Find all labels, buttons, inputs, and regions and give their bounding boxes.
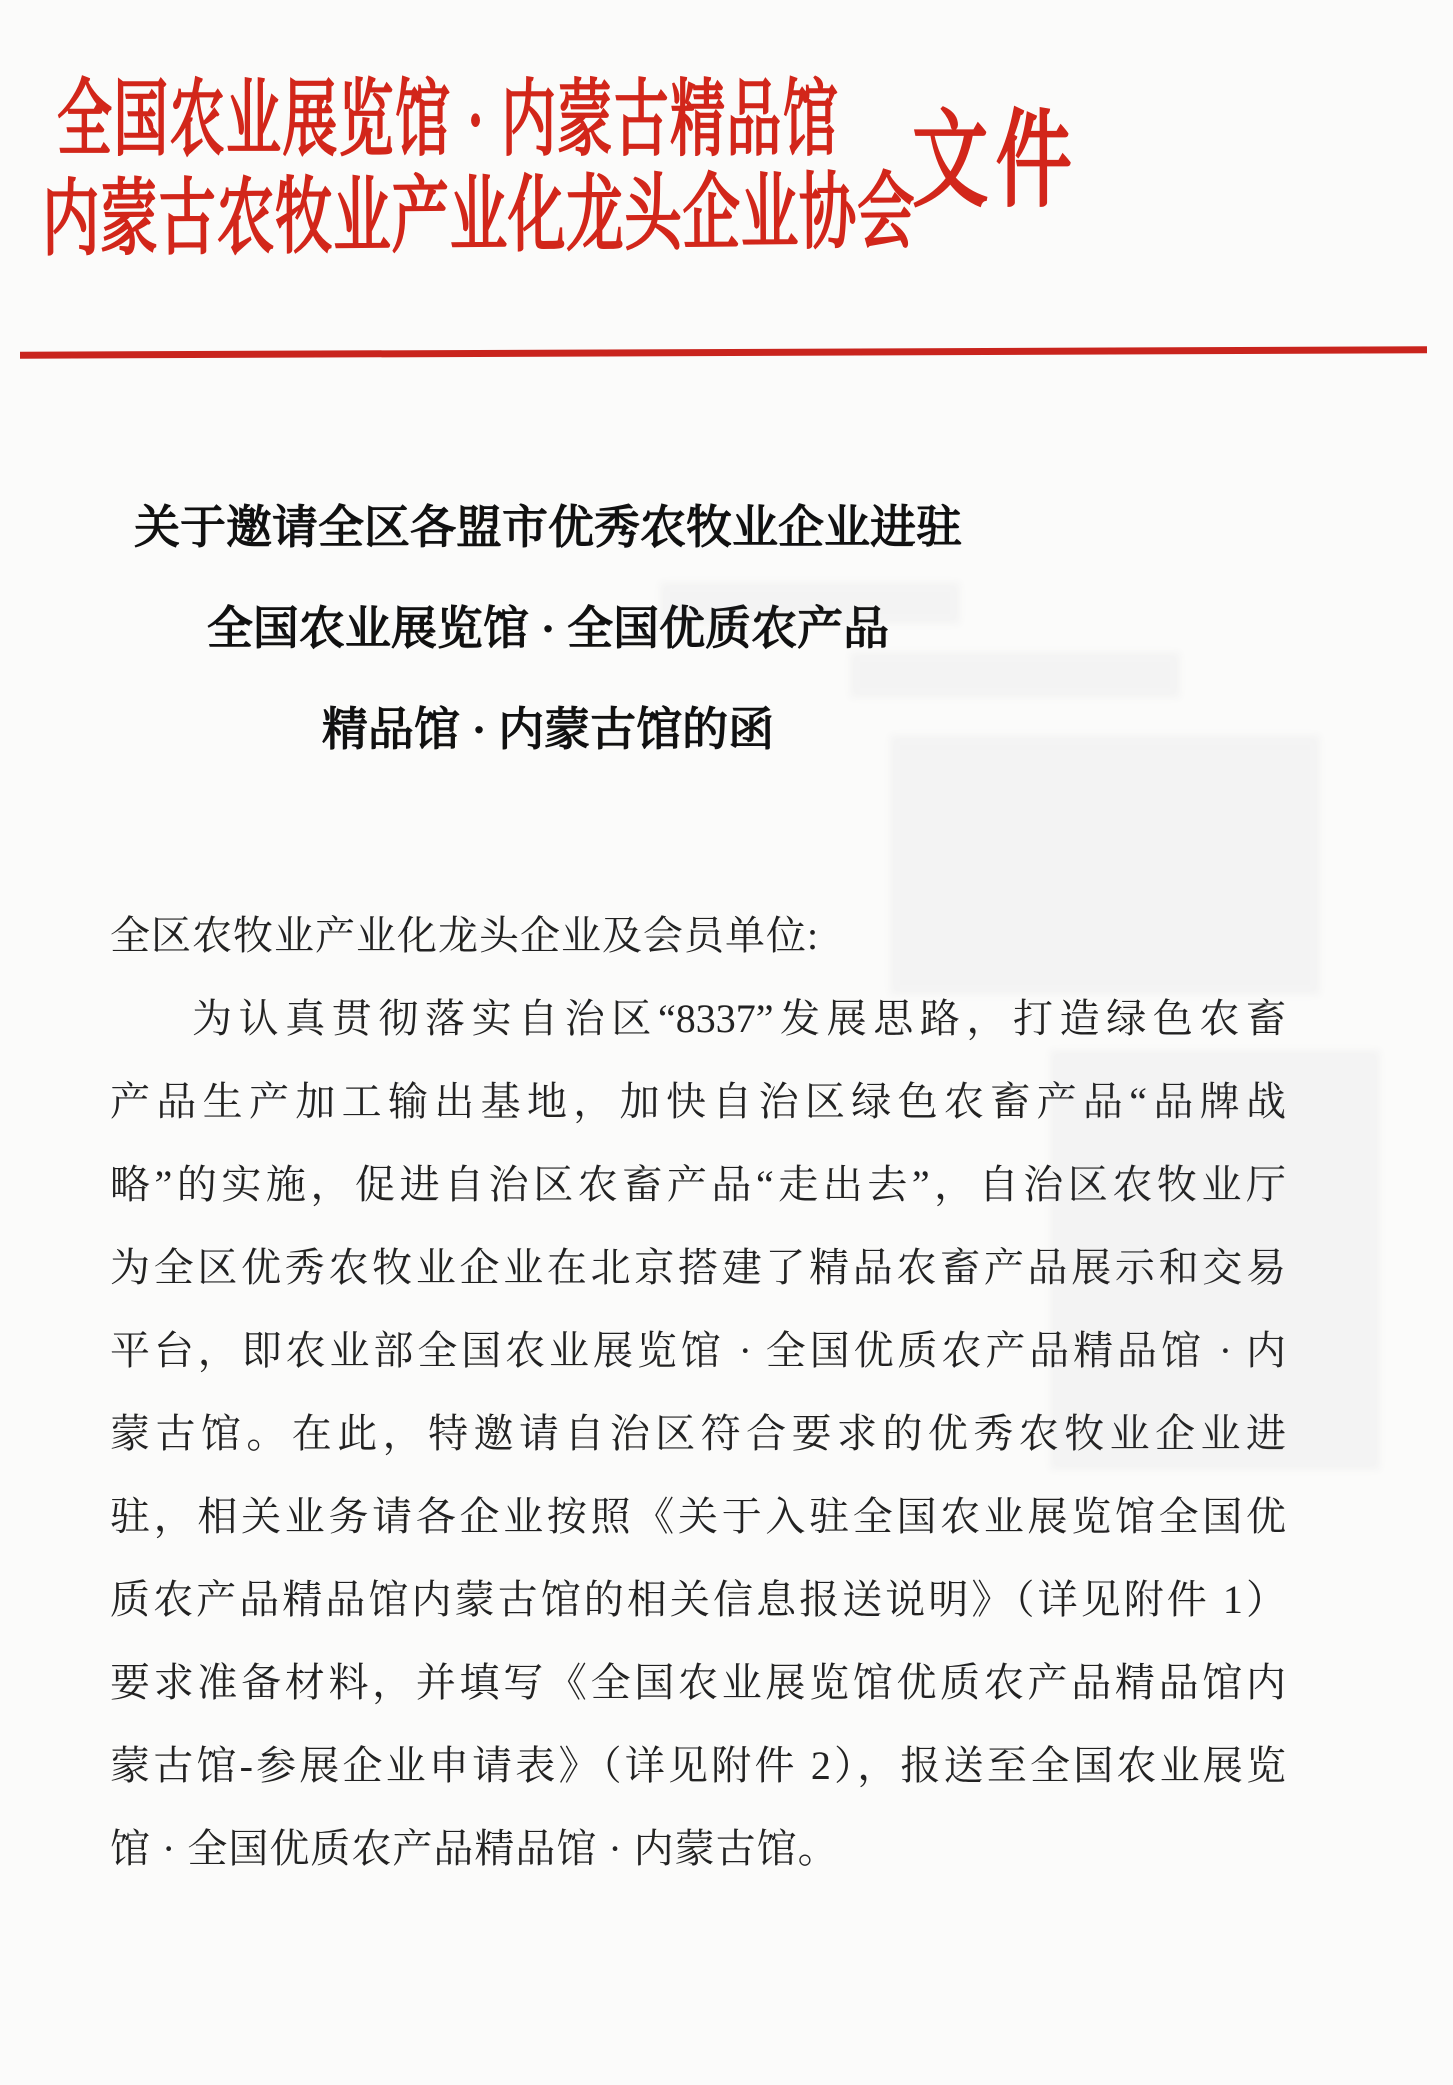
body-line: 蒙古馆。在此，特邀请自治区符合要求的优秀农牧业企业进 — [110, 1411, 1286, 1456]
title-line-3: 精品馆 · 内蒙古馆的函 — [321, 704, 775, 755]
doc-type-label: 文件 — [912, 103, 1080, 220]
salutation-line: 全区农牧业产业化龙头企业及会员单位: — [110, 913, 820, 958]
body-line: 馆 · 全国优质农产品精品馆 · 内蒙古馆。 — [110, 1826, 839, 1871]
body-line: 为认真贯彻落实自治区“8337”发展思路，打造绿色农畜 — [192, 996, 1286, 1041]
title-line-1: 关于邀请全区各盟市优秀农牧业企业进驻 — [134, 502, 962, 553]
document-title — [0, 477, 1096, 780]
letterhead-org-line-1: 全国农业展览馆 · 内蒙古精品馆 — [57, 74, 840, 167]
body-line: 为全区优秀农牧业企业在北京搭建了精品农畜产品展示和交易 — [110, 1245, 1286, 1290]
body-line: 要求准备材料，并填写《全国农业展览馆优质农产品精品馆内 — [110, 1660, 1286, 1705]
body-line: 质农产品精品馆内蒙古馆的相关信息报送说明》（详见附件 1） — [110, 1577, 1286, 1622]
letterhead-divider-rule — [20, 346, 1427, 358]
body-line: 驻，相关业务请各企业按照《关于入驻全国农业展览馆全国优 — [110, 1494, 1286, 1539]
body-line: 略”的实施，促进自治区农畜产品“走出去”，自治区农牧业厅 — [110, 1162, 1286, 1207]
body-line: 平台，即农业部全国农业展览馆 · 全国优质农产品精品馆 · 内 — [110, 1328, 1286, 1373]
document-body — [110, 894, 1286, 1890]
title-line-2: 全国农业展览馆 · 全国优质农产品 — [206, 603, 890, 654]
body-line: 产品生产加工输出基地，加快自治区绿色农畜产品“品牌战 — [110, 1079, 1286, 1124]
letterhead-org-line-2: 内蒙古农牧业产业化龙头企业协会 — [41, 166, 916, 267]
body-line: 蒙古馆-参展企业申请表》（详见附件 2），报送至全国农业展览 — [110, 1743, 1286, 1788]
